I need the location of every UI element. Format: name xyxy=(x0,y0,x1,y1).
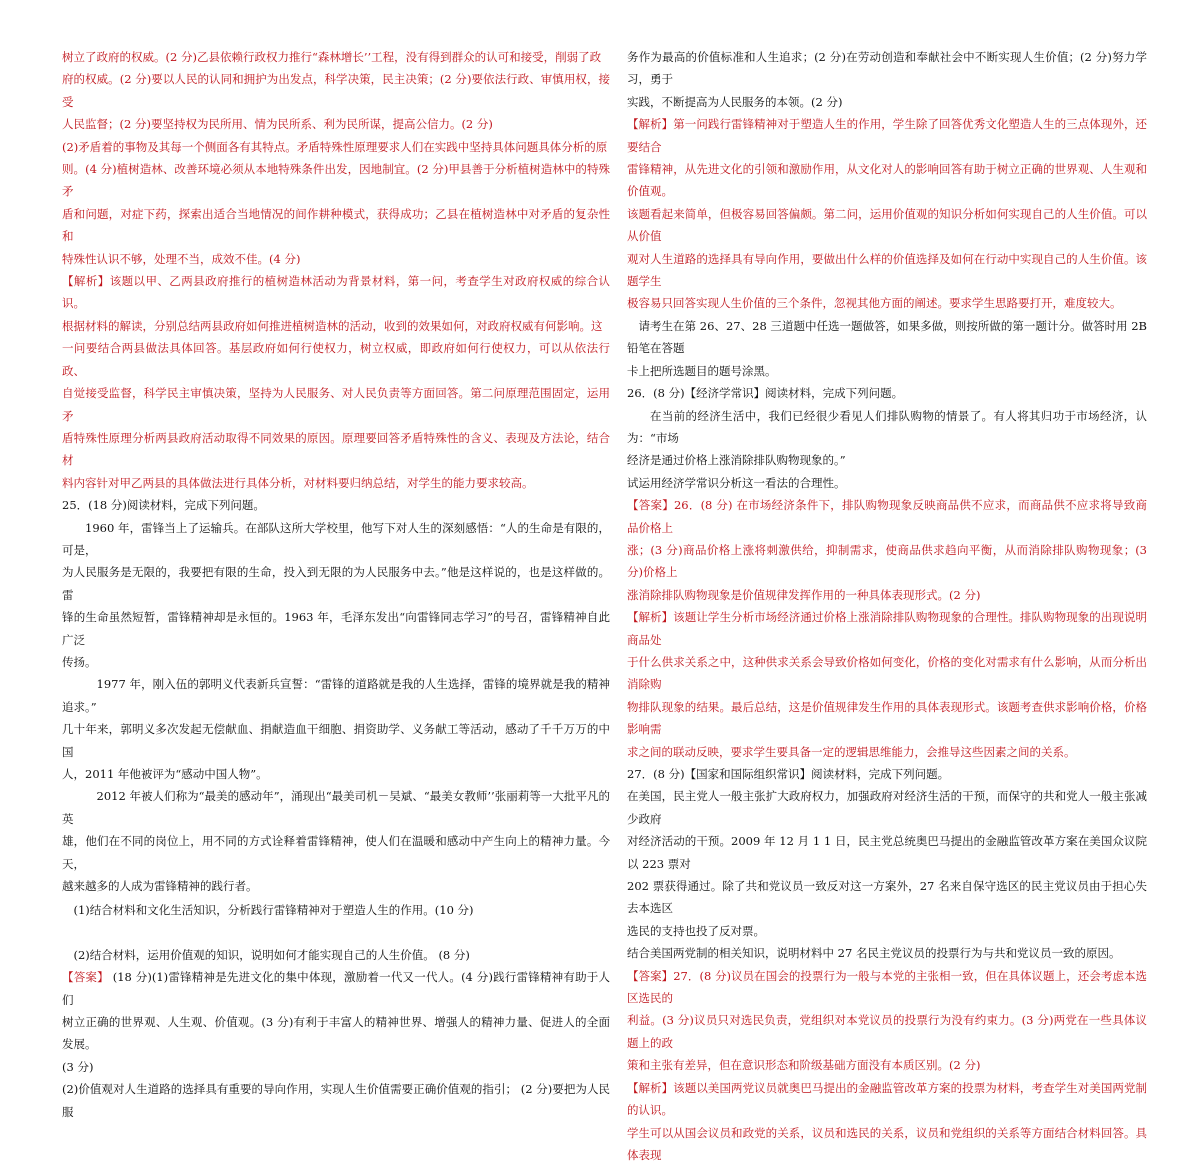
text-line: 经济是通过价格上涨消除排队购物现象的。” xyxy=(627,449,1147,471)
text-line: 结合美国两党制的相关知识，说明材料中 27 名民主党议员的投票行为与共和党议员一致的原因。 xyxy=(627,942,1147,964)
text-line: 盾特殊性原理分析两县政府活动取得不同效果的原因。原理要回答矛盾特殊性的含义、表现及方法论，结合材 xyxy=(62,427,610,472)
text-line: 一问要结合两县做法具体回答。基层政府如何行使权力，树立权威，即政府如何行使权力，可以从依法行政、 xyxy=(62,337,610,382)
text-line: 利益。(3 分)议员只对选民负责，党组织对本党议员的投票行为没有约束力。(3 分)两党在一些具体议题上的政 xyxy=(627,1009,1147,1054)
text-line: 【解析】该题让学生分析市场经济通过价格上涨消除排队购物现象的合理性。排队购物现象的出现说明商品处 xyxy=(627,606,1147,651)
text-line: (18 分)(1)雷锋精神是先进文化的集中体现，激励着一代又一代人。(4 分)践行雷锋精神有助于人们 xyxy=(62,970,610,1006)
text-line: 树立了政府的权威。(2 分)乙县依赖行政权力推行“森林增长’’工程，没有得到群众的认可和接受，削弱了政 xyxy=(62,46,610,68)
question-25-heading: 25．(18 分)阅读材料，完成下列问题。 xyxy=(62,494,610,516)
text-line: 【解析】第一问践行雷锋精神对于塑造人生的作用，学生除了回答优秀文化塑造人生的三点体现外，还要结合 xyxy=(627,113,1147,158)
text-line: 202 票获得通过。除了共和党议员一致反对这一方案外，27 名来自保守选区的民主党议员由于担心失去本选区 xyxy=(627,875,1147,920)
text-line: 则。(4 分)植树造林、改善环境必须从本地特殊条件出发，因地制宜。(2 分)甲县善于分析植树造林中的特殊矛 xyxy=(62,158,610,203)
sub-question-1: (1)结合材料和文化生活知识，分析践行雷锋精神对于塑造人生的作用。(10 分) xyxy=(62,899,610,921)
text-line: (2)价值观对人生道路的选择具有重要的导向作用，实现人生价值需要正确价值观的指引； (2 分)要把为人民服 xyxy=(62,1078,610,1123)
answer-24-continued xyxy=(62,46,610,270)
text-line: 试运用经济学常识分析这一看法的合理性。 xyxy=(627,472,1147,494)
text-line: 该题看起来简单，但极容易回答偏颇。第二问，运用价值观的知识分析如何实现自己的人生价值。可以从价值 xyxy=(627,203,1147,248)
text-line: 实践，不断提高为人民服务的本领。(2 分) xyxy=(627,91,1147,113)
text-line: 卡上把所选题目的题号涂黑。 xyxy=(627,360,1147,382)
answer-27 xyxy=(627,965,1147,1077)
text-line: 特殊性认识不够，处理不当，成效不佳。(4 分) xyxy=(62,248,610,270)
text-line: 几十年来，郭明义多次发起无偿献血、捐献造血干细胞、捐资助学、义务献工等活动，感动了千千万万的中国 xyxy=(62,718,610,763)
text-line: 2012 年被人们称为“最美的感动年”，涌现出“最美司机－吴斌、“最美女教师’’张丽莉等一大批平凡的英 xyxy=(62,785,610,830)
text-line: 盾和问题，对症下药，探索出适合当地情况的间作耕种模式，获得成功；乙县在植树造林中对矛盾的复杂性和 xyxy=(62,203,610,248)
material-27 xyxy=(627,785,1147,964)
text-line: 策和主张有差异，但在意识形态和阶级基础方面没有本质区别。(2 分) xyxy=(627,1054,1147,1076)
answer-25 xyxy=(62,966,610,1123)
analysis-25 xyxy=(627,113,1147,315)
question-26-heading: 26．(8 分)【经济学常识】阅读材料，完成下列问题。 xyxy=(627,382,1147,404)
text-line: 选民的支持也投了反对票。 xyxy=(627,920,1147,942)
text-line: 府的权威。(2 分)要以人民的认同和拥护为出发点，科学决策，民主决策；(2 分)要依法行政、审慎用权，接受 xyxy=(62,68,610,113)
text-line: 传扬。 xyxy=(62,651,610,673)
text-line: 于什么供求关系之中，这种供求关系会导致价格如何变化，价格的变化对需求有什么影响，从而分析出消除购 xyxy=(627,651,1147,696)
analysis-26 xyxy=(627,606,1147,763)
text-line: 根据材料的解读，分别总结两县政府如何推进植树造林的活动，收到的效果如何，对政府权威有何影响。这 xyxy=(62,315,610,337)
text-line: 求之间的联动反映，要求学生要具备一定的逻辑思维能力，会推导这些因素之间的关系。 xyxy=(627,741,1147,763)
text-line: 为人民服务是无限的，我要把有限的生命，投入到无限的为人民服务中去。”他是这样说的，也是这样做的。雷 xyxy=(62,561,610,606)
right-column xyxy=(627,46,1147,1166)
text-line: 对经济活动的干预。2009 年 12 月 1 1 日，民主党总统奥巴马提出的金融监管改革方案在美国众议院以 223 票对 xyxy=(627,830,1147,875)
text-line: 1977 年，刚入伍的郭明义代表新兵宣誓：“雷锋的道路就是我的人生选择，雷锋的境界就是我的精神追求。” xyxy=(62,673,610,718)
text-line: 极容易只回答实现人生价值的三个条件，忽视其他方面的阐述。要求学生思路要打开，难度较大。 xyxy=(627,292,1147,314)
text-line: 观对人生道路的选择具有导向作用，要做出什么样的价值选择及如何在行动中实现自己的人生价值。该题学生 xyxy=(627,248,1147,293)
answer-tag: 【答案】 xyxy=(62,970,109,984)
text-line: 务作为最高的价值标准和人生追求；(2 分)在劳动创造和奉献社会中不断实现人生价值；(2 分)努力学习，勇于 xyxy=(627,46,1147,91)
analysis-24 xyxy=(62,270,610,494)
sub-question-2: (2)结合材料，运用价值观的知识，说明如何才能实现自己的人生价值。 (8 分) xyxy=(62,944,610,966)
text-line: 涨；(3 分)商品价格上涨将刺激供给，抑制需求，使商品供求趋向平衡，从而消除排队购物现象；(3 分)价格上 xyxy=(627,539,1147,584)
text-line: 【答案】27．(8 分)议员在国会的投票行为一般与本党的主张相一致，但在具体议题上，还会考虑本选区选民的 xyxy=(627,965,1147,1010)
text-line: 1960 年，雷锋当上了运输兵。在部队这所大学校里，他写下对人生的深刻感悟：“人的生命是有限的，可是， xyxy=(62,517,610,562)
text-line: 人，2011 年他被评为“感动中国人物”。 xyxy=(62,763,610,785)
text-line: 在当前的经济生活中，我们已经很少看见人们排队购物的情景了。有人将其归功于市场经济，认为：“市场 xyxy=(627,405,1147,450)
question-27-heading: 27．(8 分)【国家和国际组织常识】阅读材料，完成下列问题。 xyxy=(627,763,1147,785)
text-line: 请考生在第 26、27、28 三道题中任选一题做答，如果多做，则按所做的第一题计分。做答时用 2B 铅笔在答题 xyxy=(627,315,1147,360)
text-line: 料内容针对甲乙两县的具体做法进行具体分析，对材料要归纳总结，对学生的能力要求较高。 xyxy=(62,472,610,494)
text-line: 自觉接受监督，科学民主审慎决策，坚持为人民服务、对人民负责等方面回答。第二问原理范围固定，运用矛 xyxy=(62,382,610,427)
answer-26 xyxy=(627,494,1147,606)
text-line: 雄，他们在不同的岗位上，用不同的方式诠释着雷锋精神，使人们在温暖和感动中产生向上的精神力量。今天， xyxy=(62,830,610,875)
text-line: 【答案】26．(8 分) 在市场经济条件下，排队购物现象反映商品供不应求，而商品供不应求将导致商品价格上 xyxy=(627,494,1147,539)
text-line: 学生可以从国会议员和政党的关系，议员和选民的关系，议员和党组织的关系等方面结合材料回答。具体表现 xyxy=(627,1122,1147,1166)
text-line: 涨消除排队购物现象是价值规律发挥作用的一种具体表现形式。(2 分) xyxy=(627,584,1147,606)
material-26 xyxy=(627,405,1147,495)
text-line: 树立正确的世界观、人生观、价值观。(3 分)有利于丰富人的精神世界、增强人的精神力量、促进人的全面发展。 xyxy=(62,1011,610,1056)
text-line: 越来越多的人成为雷锋精神的践行者。 xyxy=(62,875,610,897)
text-line: (3 分) xyxy=(62,1056,610,1078)
analysis-27 xyxy=(627,1077,1147,1166)
text-line: 物排队现象的结果。最后总结，这是价值规律发生作用的具体表现形式。该题考查供求影响价格，价格影响需 xyxy=(627,696,1147,741)
text-line: 在美国，民主党人一般主张扩大政府权力，加强政府对经济生活的干预，而保守的共和党人一般主张减少政府 xyxy=(627,785,1147,830)
text-line: (2)矛盾着的事物及其每一个侧面各有其特点。矛盾特殊性原理要求人们在实践中坚持具体问题具体分析的原 xyxy=(62,136,610,158)
choice-instruction xyxy=(627,315,1147,382)
text-line: 雷锋精神，从先进文化的引领和激励作用，从文化对人的影响回答有助于树立正确的世界观、人生观和价值观。 xyxy=(627,158,1147,203)
answer-25-continued xyxy=(627,46,1147,113)
left-column xyxy=(62,46,610,1123)
text-line: 【解析】该题以甲、乙两县政府推行的植树造林活动为背景材料，第一问，考查学生对政府权威的综合认识。 xyxy=(62,270,610,315)
material-25 xyxy=(62,517,610,898)
text-line: 锋的生命虽然短暂，雷锋精神却是永恒的。1963 年，毛泽东发出“向雷锋同志学习”的号召，雷锋精神自此广泛 xyxy=(62,606,610,651)
text-line: 人民监督；(2 分)要坚持权为民所用、情为民所系、利为民所谋，提高公信力。(2 分) xyxy=(62,113,610,135)
text-line: 【解析】该题以美国两党议员就奥巴马提出的金融监管改革方案的投票为材料，考查学生对美国两党制的认识。 xyxy=(627,1077,1147,1122)
